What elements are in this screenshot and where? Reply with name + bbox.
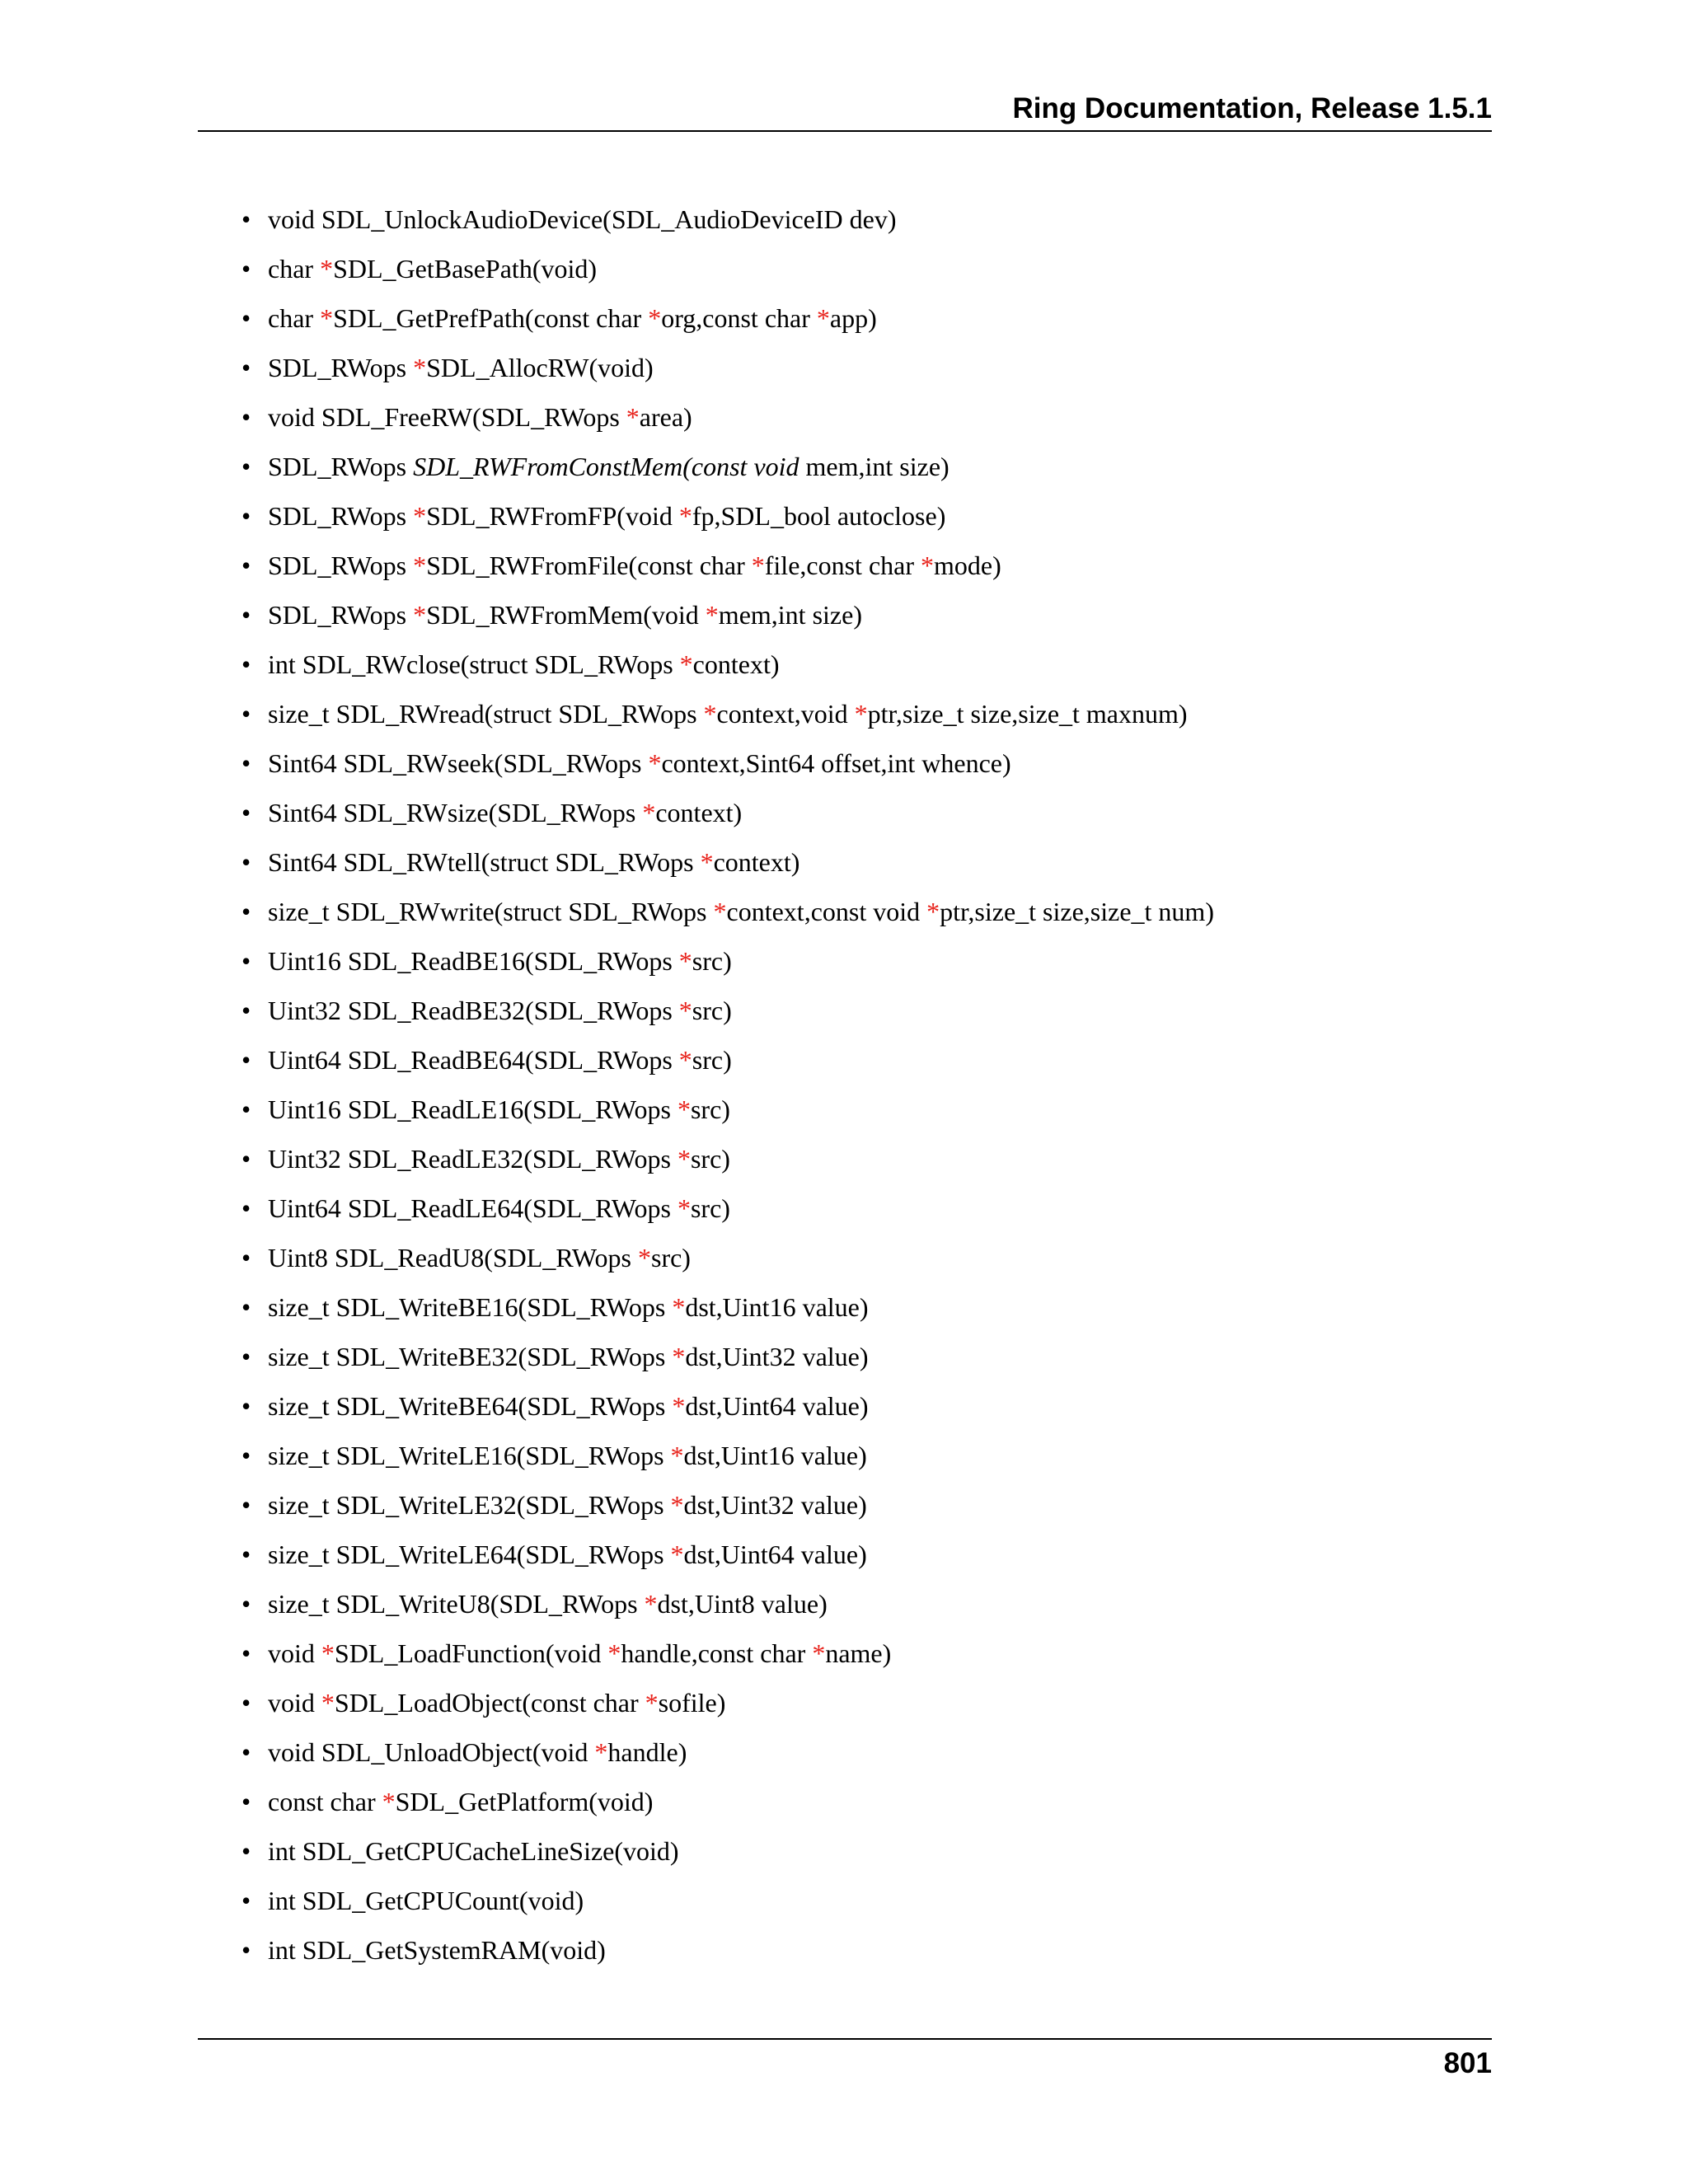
signature-text: app) [829,303,877,333]
signature-text: context,void [716,699,855,729]
bullet-icon: • [241,1490,251,1520]
signature-text: Sint64 SDL_RWsize(SDL_RWops [268,798,643,827]
signature-text: SDL_LoadFunction(void [334,1638,608,1668]
bullet-icon: • [241,897,251,926]
function-signature [268,343,654,392]
function-signature [268,392,692,442]
function-signature [268,1777,653,1826]
bullet-icon: • [241,649,251,679]
signature-text: char [268,254,321,284]
signature-text: mem,int size) [799,452,950,481]
pointer-star: * [678,946,692,976]
signature-text: Sint64 SDL_RWseek(SDL_RWops [268,748,649,778]
signature-text: handle,const char [621,1638,813,1668]
function-signature [268,689,1188,738]
function-signature [268,1530,867,1579]
pointer-star: * [677,1144,691,1174]
function-signature [268,1431,867,1480]
signature-text: SDL_RWFromFile(const char [426,551,752,580]
signature-text: src) [690,1144,730,1174]
function-signature [268,738,1011,788]
bullet-icon: • [241,1638,251,1668]
pointer-star: * [926,897,940,926]
signature-text: area) [639,402,692,432]
signature-text: src) [690,1193,730,1223]
bullet-icon: • [241,1787,251,1816]
signature-text: src) [692,946,732,976]
signature-text: size_t SDL_WriteBE16(SDL_RWops [268,1292,673,1322]
signature-text: Uint64 SDL_ReadBE64(SDL_RWops [268,1045,679,1075]
pointer-star: * [382,1787,396,1816]
function-signature [268,590,862,640]
bullet-icon: • [241,1441,251,1470]
pointer-star: * [679,649,693,679]
bullet-icon: • [241,1737,251,1767]
bullet-icon: • [241,847,251,877]
pointer-star: * [645,1688,659,1718]
pointer-star: * [672,1292,686,1322]
bullet-icon: • [241,254,251,284]
pointer-star: * [854,699,868,729]
signature-text: size_t SDL_WriteLE32(SDL_RWops [268,1490,671,1520]
function-signature [268,1085,730,1134]
signature-text: ptr,size_t size,size_t num) [940,897,1214,926]
signature-text: void [268,1688,321,1718]
bullet-icon: • [241,946,251,976]
signature-text: size_t SDL_WriteBE32(SDL_RWops [268,1342,673,1371]
signature-text: file,const char [764,551,921,580]
function-signature [268,541,1001,590]
bullet-icon: • [241,353,251,382]
bullet-icon: • [241,1144,251,1174]
bullet-icon: • [241,600,251,630]
pointer-star: * [812,1638,826,1668]
pointer-star: * [816,303,830,333]
function-signature [268,1233,691,1282]
bullet-icon: • [241,1836,251,1866]
signature-text: size_t SDL_RWwrite(struct SDL_RWops [268,897,714,926]
page-number: 801 [1443,2047,1492,2079]
signature-text: org,const char [661,303,817,333]
signature-text: void SDL_UnloadObject(void [268,1737,595,1767]
bullet-icon: • [241,748,251,778]
function-signature [268,1035,732,1085]
function-signature [268,442,950,491]
function-signature [268,491,945,541]
pointer-star: * [703,699,717,729]
function-signature [268,1727,687,1777]
pointer-star: * [642,798,656,827]
pointer-star: * [672,1391,686,1421]
signature-text: context) [713,847,800,877]
pointer-star: * [678,1045,692,1075]
pointer-star: * [626,402,640,432]
bullet-icon: • [241,1193,251,1223]
bullet-icon: • [241,1342,251,1371]
function-signature [268,837,799,887]
pointer-star: * [648,748,662,778]
function-signature [268,1480,867,1530]
pointer-star: * [321,1638,335,1668]
bullet-icon: • [241,1886,251,1915]
pointer-star: * [677,1094,691,1124]
pointer-star: * [670,1540,684,1569]
bullet-icon: • [241,798,251,827]
signature-text: src) [650,1243,691,1272]
signature-text: handle) [607,1737,687,1767]
function-signature [268,1282,869,1332]
bullet-icon: • [241,1688,251,1718]
signature-text: char [268,303,321,333]
signature-text: dst,Uint16 value) [683,1441,867,1470]
signature-text: dst,Uint16 value) [685,1292,869,1322]
signature-text: SDL_RWFromMem(void [426,600,706,630]
pointer-star: * [677,1193,691,1223]
function-signature [268,244,597,293]
signature-text: size_t SDL_RWread(struct SDL_RWops [268,699,704,729]
signature-text: dst,Uint32 value) [683,1490,867,1520]
bullet-icon: • [241,551,251,580]
signature-text: src) [692,1045,732,1075]
bullet-icon: • [241,452,251,481]
signature-text: sofile) [658,1688,726,1718]
pointer-star: * [320,254,334,284]
signature-text: SDL_GetPrefPath(const char [333,303,649,333]
function-signature [268,1826,679,1876]
pointer-star: * [413,501,427,531]
bullet-icon: • [241,996,251,1025]
signature-text: src) [690,1094,730,1124]
function-signature [268,1579,828,1629]
function-signature [268,1925,606,1975]
signature-text: size_t SDL_WriteU8(SDL_RWops [268,1589,645,1619]
pointer-star: * [607,1638,621,1668]
function-signature [268,1678,725,1727]
pointer-star: * [700,847,714,877]
signature-text: fp,SDL_bool autoclose) [692,501,946,531]
function-signature [268,887,1214,936]
bullet-icon: • [241,1391,251,1421]
pointer-star: * [320,303,334,333]
bullet-icon: • [241,1094,251,1124]
function-signature [268,640,779,689]
signature-text: dst,Uint64 value) [685,1391,869,1421]
bullet-icon: • [241,1589,251,1619]
signature-text: SDL_GetBasePath(void) [333,254,598,284]
bullet-icon: • [241,1292,251,1322]
signature-text: Uint16 SDL_ReadLE16(SDL_RWops [268,1094,678,1124]
signature-text: context) [655,798,743,827]
bullet-icon: • [241,204,251,234]
signature-text: name) [825,1638,892,1668]
signature-text: Uint32 SDL_ReadBE32(SDL_RWops [268,996,679,1025]
signature-text: SDL_RWops [268,452,414,481]
signature-text: Uint32 SDL_ReadLE32(SDL_RWops [268,1144,678,1174]
signature-text: size_t SDL_WriteBE64(SDL_RWops [268,1391,673,1421]
bullet-icon: • [241,1540,251,1569]
signature-text: SDL_LoadObject(const char [334,1688,645,1718]
signature-text: SDL_RWops [268,600,414,630]
pointer-star: * [413,600,427,630]
function-signature [268,1381,869,1431]
signature-text: size_t SDL_WriteLE64(SDL_RWops [268,1540,671,1569]
function-signature [268,936,732,986]
signature-text: int SDL_GetCPUCount(void) [268,1886,584,1915]
pointer-star: * [678,996,692,1025]
function-signature [268,986,732,1035]
pointer-star: * [678,501,692,531]
signature-text: context,Sint64 offset,int whence) [661,748,1011,778]
signature-text: ptr,size_t size,size_t maxnum) [867,699,1188,729]
page-header [198,92,1492,132]
bullet-icon: • [241,303,251,333]
signature-text: Sint64 SDL_RWtell(struct SDL_RWops [268,847,701,877]
pointer-star: * [670,1441,684,1470]
signature-text: int SDL_GetSystemRAM(void) [268,1935,606,1965]
function-signature [268,1134,730,1183]
function-signature [268,293,877,343]
bullet-icon: • [241,1045,251,1075]
signature-text: mode) [934,551,1001,580]
signature-text: dst,Uint32 value) [685,1342,869,1371]
bullet-icon: • [241,501,251,531]
function-signature [268,788,742,837]
pointer-star: * [921,551,934,580]
signature-text: context,const void [726,897,927,926]
signature-text: dst,Uint8 value) [657,1589,828,1619]
pointer-star: * [705,600,719,630]
signature-text: SDL_RWops [268,551,414,580]
function-signature [268,1183,730,1233]
signature-text: int SDL_GetCPUCacheLineSize(void) [268,1836,679,1866]
pointer-star: * [670,1490,684,1520]
signature-text: Uint16 SDL_ReadBE16(SDL_RWops [268,946,679,976]
pointer-star: * [672,1342,686,1371]
signature-text: int SDL_RWclose(struct SDL_RWops [268,649,680,679]
signature-text: Uint64 SDL_ReadLE64(SDL_RWops [268,1193,678,1223]
function-signature [268,194,897,244]
italic-text: SDL_RWFromConstMem(const void [413,452,799,481]
function-signature [268,1332,869,1381]
signature-text: SDL_RWops [268,353,414,382]
pointer-star: * [713,897,727,926]
signature-text: size_t SDL_WriteLE16(SDL_RWops [268,1441,671,1470]
bullet-icon: • [241,699,251,729]
signature-text: mem,int size) [718,600,862,630]
signature-text: context) [692,649,780,679]
signature-text: Uint8 SDL_ReadU8(SDL_RWops [268,1243,638,1272]
page-footer-rule [198,2038,1492,2040]
signature-text: const char [268,1787,382,1816]
function-signature [268,1629,891,1678]
pointer-star: * [413,551,427,580]
pointer-star: * [644,1589,658,1619]
bullet-icon: • [241,402,251,432]
bullet-icon: • [241,1243,251,1272]
bullet-icon: • [241,1935,251,1965]
signature-text: SDL_GetPlatform(void) [395,1787,654,1816]
pointer-star: * [648,303,662,333]
signature-text: SDL_RWops [268,501,414,531]
signature-text: void SDL_FreeRW(SDL_RWops [268,402,626,432]
signature-text: SDL_RWFromFP(void [426,501,679,531]
pointer-star: * [751,551,765,580]
function-signature [268,1876,584,1925]
signature-text: void SDL_UnlockAudioDevice(SDL_AudioDeviceID dev) [268,204,897,234]
signature-text: dst,Uint64 value) [683,1540,867,1569]
signature-text: src) [692,996,732,1025]
signature-text: void [268,1638,321,1668]
pointer-star: * [413,353,427,382]
pointer-star: * [594,1737,608,1767]
pointer-star: * [321,1688,335,1718]
pointer-star: * [637,1243,651,1272]
header-title: Ring Documentation, Release 1.5.1 [1012,92,1492,124]
signature-text: SDL_AllocRW(void) [426,353,654,382]
